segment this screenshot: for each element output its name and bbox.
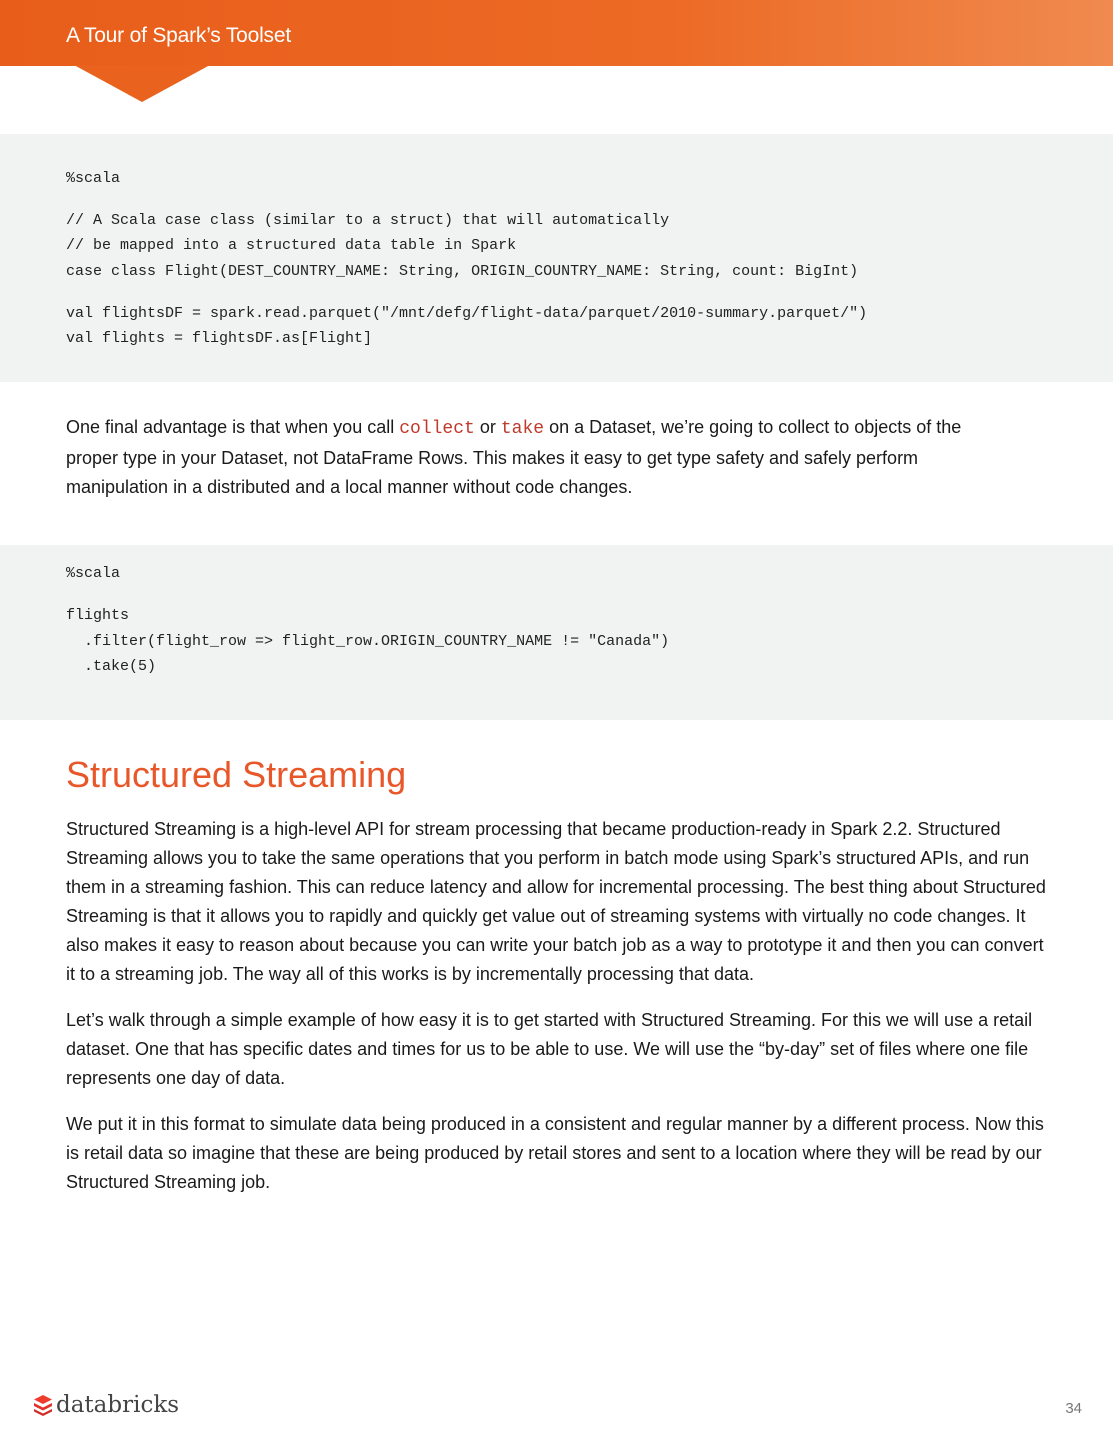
databricks-layers-icon <box>33 1394 53 1416</box>
paragraph: We put it in this format to simulate data being produced in a consistent and regular manner by a different process. Now this is retail data so imagine that these are being produced by retail stores and sent to a location where they will be read by our Structured Streaming job. <box>66 1114 1044 1192</box>
paragraph: Structured Streaming is a high-level API for stream processing that became production-ready in Spark 2.2. Structured Streaming allows you to take the same operations that you perform in batch mode using Spark’s structured APIs, and run them in a streaming fashion. This can reduce latency and allow for incremental processing. The best thing about Structured Streaming is that it allows you to rapidly and quickly get value out of streaming systems with virtually no code changes. It also makes it easy to reason about because you can write your batch job as a way to prototype it and then you can convert it to a streaming job. The way all of this works is by incrementally processing that data. <box>66 819 1046 984</box>
paragraph: Let’s walk through a simple example of how easy it is to get started with Structured Streaming. For this we will use a retail dataset. One that has specific dates and times for us to be able to use. We will use the “by-day” set of files where one file represents one day of data. <box>66 1010 1033 1088</box>
code-line: flights <box>66 607 130 624</box>
text: on a Dataset, we’re going to collect to objects of the proper type in your Dataset, not DataFrame Rows. This makes it easy to get type safety and safely perform manipulation in a distributed and a local manner without code changes. <box>66 417 962 497</box>
logo-wordmark: databricks <box>56 1392 180 1418</box>
code-line: case class Flight(DEST_COUNTRY_NAME: String, ORIGIN_COUNTRY_NAME: String, count: BigInt) <box>66 263 859 280</box>
code-line: val flights = flightsDF.as[Flight] <box>66 330 373 347</box>
chapter-title: A Tour of Spark’s Toolset <box>66 24 291 47</box>
text: One final advantage is that when you call <box>66 417 400 437</box>
header-banner <box>0 0 1113 66</box>
code-block-2 <box>0 545 1113 720</box>
code-line: .filter(flight_row => flight_row.ORIGIN_COUNTRY_NAME != "Canada") <box>66 633 670 650</box>
text: or <box>474 417 501 437</box>
inline-code-take: take <box>500 419 545 439</box>
code-line: // be mapped into a structured data table in Spark <box>66 237 517 254</box>
code-block-1 <box>0 134 1113 382</box>
databricks-logo <box>33 1392 179 1418</box>
page-number: 34 <box>1065 1400 1082 1417</box>
code-line: // A Scala case class (similar to a struct) that will automatically <box>66 212 670 229</box>
code-line: .take(5) <box>66 658 157 675</box>
code-line: %scala <box>66 170 121 187</box>
banner-notch <box>74 65 210 102</box>
section-heading: Structured Streaming <box>66 754 407 795</box>
code-line: val flightsDF = spark.read.parquet("/mnt/defg/flight-data/parquet/2010-summary.parquet/") <box>66 305 868 322</box>
code-line: %scala <box>66 565 121 582</box>
inline-code-collect: collect <box>399 419 475 439</box>
paragraph <box>66 413 986 502</box>
